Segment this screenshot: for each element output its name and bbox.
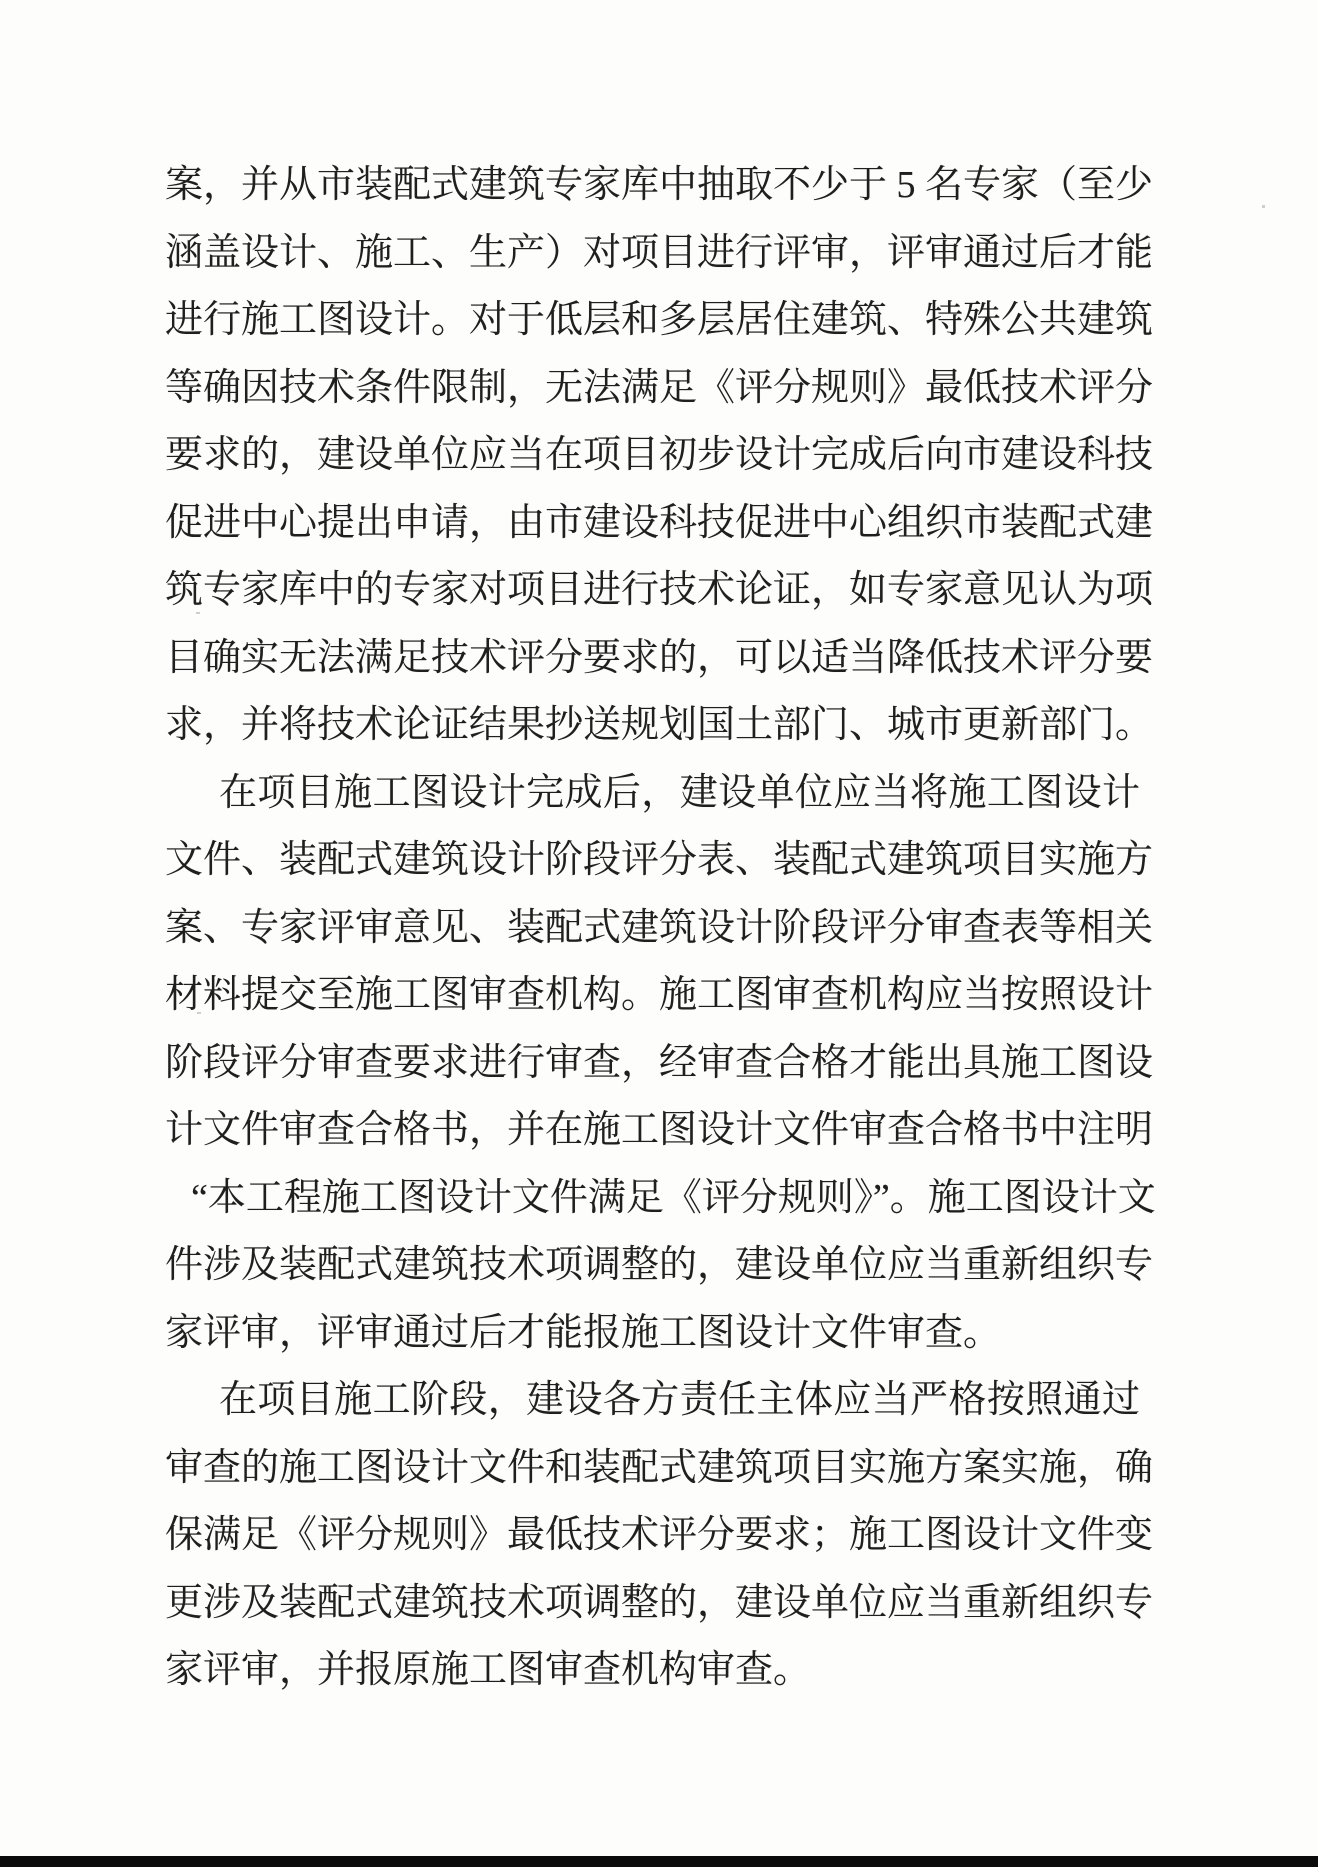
text-line: 目确实无法满足技术评分要求的，可以适当降低技术评分要 (165, 636, 1154, 679)
text-line: 等确因技术条件限制，无法满足《评分规则》最低技术评分 (165, 366, 1154, 409)
text-line: 家评审，评审通过后才能报施工图设计文件审查。 (165, 1311, 1002, 1354)
text-line: 文件、装配式建筑设计阶段评分表、装配式建筑项目实施方 (165, 839, 1154, 881)
text-line: “本工程施工图设计文件满足《评分规则》”。施工图设计文 (191, 1176, 1156, 1219)
text-line: 计文件审查合格书，并在施工图设计文件审查合格书中注明 (165, 1109, 1154, 1151)
text-line: 家评审，并报原施工图审查机构审查。 (165, 1649, 812, 1691)
text-line: 求，并将技术论证结果抄送规划国土部门、城市更新部门。 (165, 704, 1154, 746)
scanner-speck (197, 1012, 201, 1014)
text-line: 案、专家评审意见、装配式建筑设计阶段评分审查表等相关 (165, 906, 1154, 949)
scanner-speck (1262, 205, 1265, 208)
text-line: 案，并从市装配式建筑专家库中抽取不少于 5 名专家（至少 (165, 164, 1154, 206)
paragraph (165, 1367, 1154, 1705)
text-line: 涵盖设计、施工、生产）对项目进行评审，评审通过后才能 (165, 231, 1154, 274)
text-line: 更涉及装配式建筑技术项调整的，建设单位应当重新组织专 (165, 1581, 1154, 1624)
text-line: 进行施工图设计。对于低层和多层居住建筑、特殊公共建筑 (165, 299, 1154, 341)
paragraph (165, 760, 1156, 1368)
text-line: 审查的施工图设计文件和装配式建筑项目实施方案实施，确 (165, 1446, 1154, 1489)
text-line: 筑专家库中的专家对项目进行技术论证，如专家意见认为项 (165, 569, 1154, 611)
text-line: 在项目施工阶段，建设各方责任主体应当严格按照通过 (219, 1379, 1140, 1421)
text-line: 件涉及装配式建筑技术项调整的，建设单位应当重新组织专 (165, 1244, 1154, 1286)
text-line: 要求的，建设单位应当在项目初步设计完成后向市建设科技 (165, 434, 1154, 476)
text-line: 保满足《评分规则》最低技术评分要求；施工图设计文件变 (165, 1514, 1154, 1556)
scanner-speck (196, 612, 200, 614)
document-text (165, 152, 1156, 1705)
text-line: 促进中心提出申请，由市建设科技促进中心组织市装配式建 (165, 501, 1154, 544)
text-line: 阶段评分审查要求进行审查，经审查合格才能出具施工图设 (165, 1041, 1154, 1084)
scan-edge-artifact (0, 1856, 1318, 1867)
text-line: 材料提交至施工图审查机构。施工图审查机构应当按照设计 (165, 974, 1154, 1016)
text-line: 在项目施工图设计完成后，建设单位应当将施工图设计 (219, 771, 1140, 814)
paragraph (165, 152, 1154, 760)
